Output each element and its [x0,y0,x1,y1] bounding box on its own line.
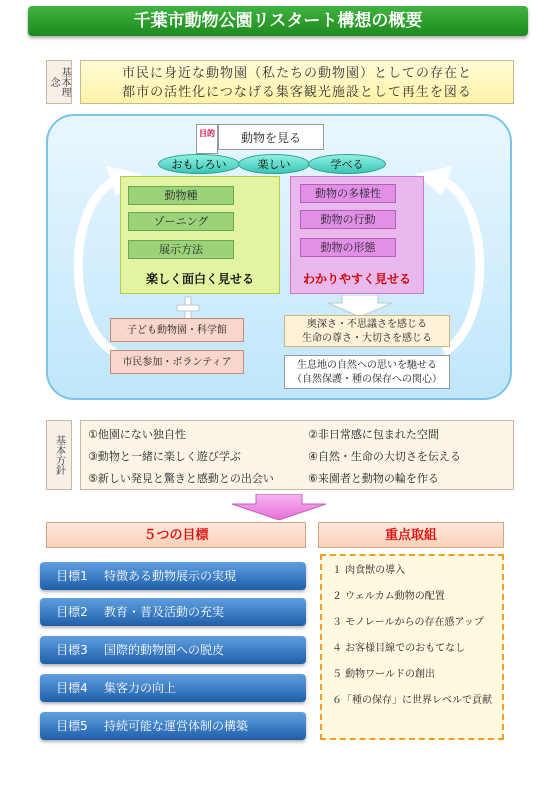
policy-item-6: ⑥来園者と動物の輪を作る [308,472,439,485]
plus-icon [176,296,200,320]
pink-caption: わかりやすく見せる [302,272,411,286]
goal-5 [40,712,306,740]
concept-line-2: 都市の活性化につなげる集客観光施設として再生を図る [122,85,472,100]
goal-2-number: 目標2 [56,605,88,619]
citizen-volunteer-box: 市民参加・ボランティア [110,350,244,374]
goal-3-number: 目標3 [56,643,88,657]
habitat-box [284,355,450,389]
concept-box [80,60,514,104]
pink-item-form: 動物の形態 [300,238,396,257]
goal-4-number: 目標4 [56,681,88,695]
page-title: 千葉市動物公園リスタート構想の概要 [28,6,528,36]
goal-5-text: 持続可能な運営体制の構築 [104,719,249,733]
goal-1-text: 特徴ある動物展示の実現 [104,569,237,583]
concept-label: 基本理念 [46,60,72,104]
pink-item-behavior: 動物の行動 [300,210,396,229]
purpose-tag: 目的 [196,124,218,154]
focus-item-5: ５ 動物ワールドの創出 [332,669,435,680]
goal-5-number: 目標5 [56,719,88,733]
goal-4 [40,674,306,702]
policy-item-4: ④自然・生命の大切さを伝える [308,450,461,463]
green-item-zoning: ゾーニング [128,212,234,231]
habitat-line-1: 生息地の自然への思いを馳せる [297,360,437,371]
goal-3-text: 国際的動物園への脱皮 [104,643,225,657]
green-item-method: 展示方法 [128,240,234,259]
wonder-line-2: 生命の尊さ・大切さを感じる [302,333,432,344]
policy-label: 基本方針 [46,420,72,490]
focus-item-6: ６「種の保存」に世界レベルで貢献 [332,695,492,706]
green-item-species: 動物種 [128,186,234,205]
focus-item-3: ３ モノレールからの存在感アップ [332,617,484,628]
goal-1 [40,562,306,590]
concept-line-1: 市民に身近な動物園（私たちの動物園）としての存在と [121,66,472,81]
policy-item-2: ②非日常感に包まれた空間 [308,428,439,441]
pink-item-diversity: 動物の多様性 [300,184,396,203]
wonder-box [284,315,450,347]
focus-item-4: ４ お客様目線でのおもてなし [332,643,466,654]
goals-header: ５つの目標 [46,522,306,548]
habitat-line-2: （自然保護・種の保存への関心） [292,374,442,385]
policy-item-3: ③動物と一緒に楽しく遊び学ぶ [88,450,241,463]
goal-2-text: 教育・普及活動の充実 [104,605,225,619]
goal-1-number: 目標1 [56,569,88,583]
goal-2 [40,598,306,626]
kids-zoo-box: 子ども動物園・科学館 [110,318,244,342]
goal-4-text: 集客力の向上 [104,681,177,695]
oval-fun: おもしろい [158,154,240,174]
purpose-box: 動物を見る [218,124,324,150]
goal-3 [40,636,306,664]
focus-item-1: １ 肉食獣の導入 [332,565,406,576]
green-caption: 楽しく面白く見せる [145,272,254,286]
policy-item-5: ⑤新しい発見と驚きと感動との出会い [88,472,274,485]
policy-item-1: ①他園にない独自性 [88,428,186,441]
focus-item-2: ２ ウェルカム動物の配置 [332,591,445,602]
oval-learn: 学べる [308,154,386,174]
down-arrow-icon [320,295,400,317]
pink-down-arrow-icon [226,494,332,520]
oval-enjoy: 楽しい [238,154,310,174]
wonder-line-1: 奥深さ・不思議さを感じる [307,319,427,330]
focus-header: 重点取組 [318,522,504,548]
